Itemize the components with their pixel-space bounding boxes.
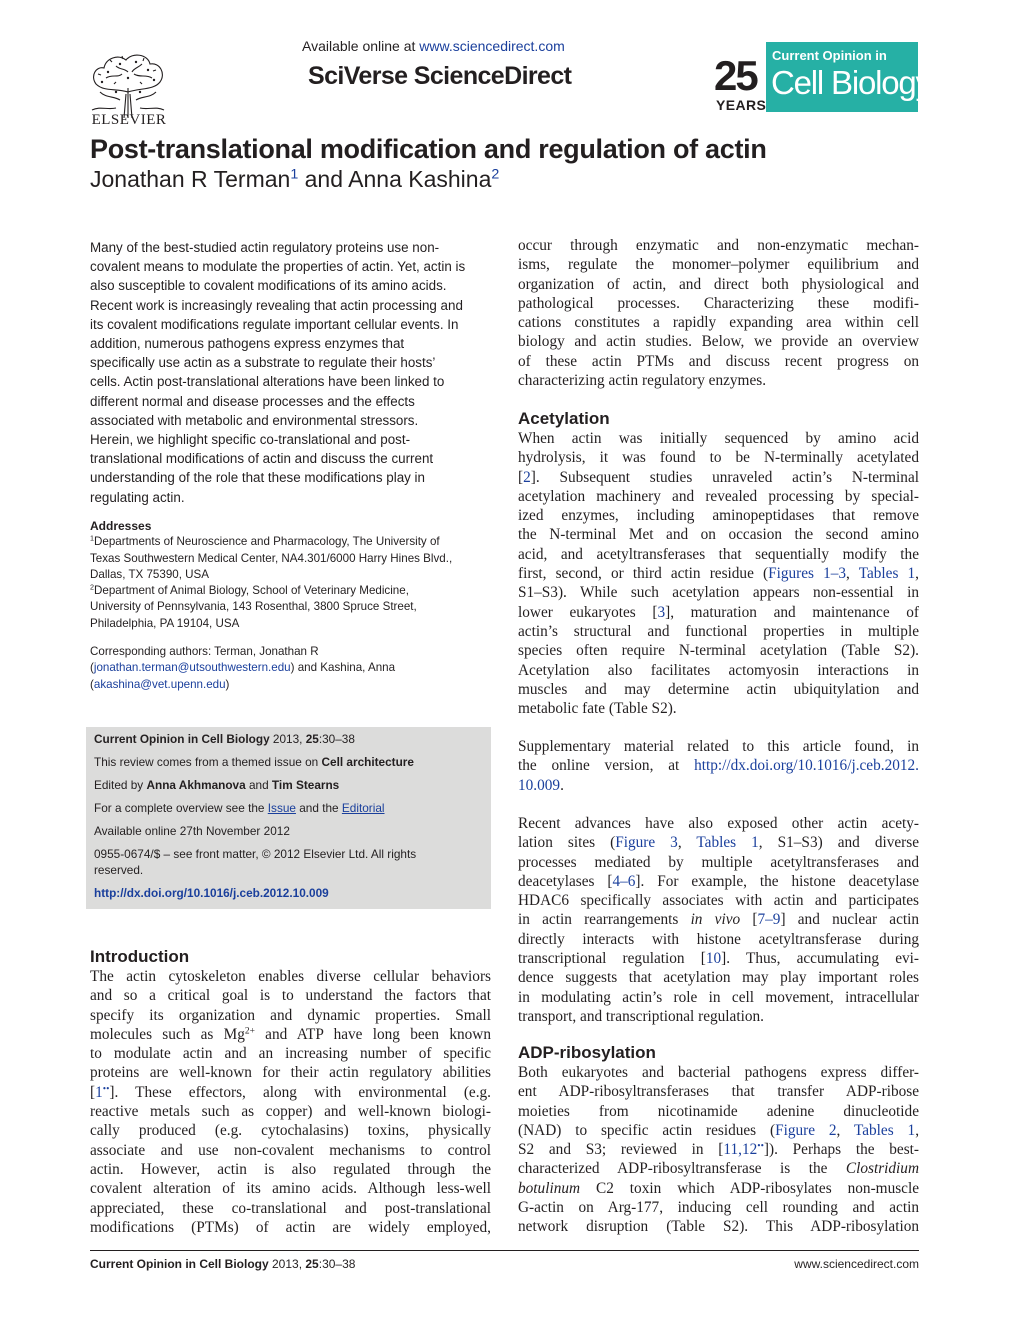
citation-volume: 25	[305, 732, 319, 746]
issue-link[interactable]: Issue	[267, 801, 296, 815]
abstract-line: covalent means to modulate the properties of actin. Yet, actin is	[90, 259, 466, 275]
body-line: Both eukaryotes and bacterial pathogens express differ-	[518, 1064, 919, 1081]
section-heading-adp-ribosylation: ADP-ribosylation	[518, 1043, 656, 1062]
footer-year: 2013,	[268, 1257, 306, 1271]
body-line: muscles and may determine actin ubiquitylation and	[518, 680, 919, 698]
body-line: associate and use non-covalent mechanisms to control	[90, 1141, 491, 1159]
body-line: moieties from nicotinamide adenine dinucleotide	[518, 1102, 919, 1120]
abstract-line: its covalent modifications regulate important cellular events. In	[90, 316, 459, 332]
editors-label: Edited by	[94, 778, 147, 792]
body-line: isms, regulate the monomer–polymer equilibrium and	[518, 256, 919, 274]
journal-name-box	[766, 42, 931, 112]
body-line: [1••]. These effectors, along with environmental (e.g.	[90, 1083, 491, 1101]
themed-issue-name: Cell architecture	[321, 755, 414, 769]
body-line: (NAD) to specific actin residues (Figure 2, Tables 1,	[518, 1121, 919, 1139]
citation-link[interactable]: 1••	[95, 1083, 110, 1101]
corresponding-line	[90, 677, 491, 693]
address-1-line	[90, 534, 491, 550]
body-line: cally produced (e.g. cytochalasins) toxins, physically	[90, 1122, 491, 1140]
body-line: The actin cytoskeleton enables diverse cellular behaviors	[90, 968, 491, 985]
footer-divider	[90, 1250, 919, 1251]
section-heading-introduction: Introduction	[90, 947, 190, 966]
footer-volume: 25	[305, 1257, 319, 1271]
body-line: of these actin PTMs and discuss recent progress on	[518, 352, 919, 370]
anniversary-box	[712, 54, 768, 112]
body-line: When actin was initially sequenced by amino acid	[518, 430, 919, 447]
supplementary-link[interactable]: http://dx.doi.org/10.1016/j.ceb.2012.	[694, 757, 919, 775]
address-2-line	[90, 583, 491, 599]
body-line: G-actin on Arg-177, inducing cell rounding and actin	[518, 1199, 919, 1217]
overview-conjunction: and the	[295, 801, 342, 815]
section-heading-acetylation: Acetylation	[518, 409, 610, 428]
body-line: modifications (PTMs) of actin are widely employed,	[90, 1218, 491, 1236]
author-1-affiliation[interactable]: 1	[290, 166, 299, 183]
body-line: acetylation machinery and revealed processing by special-	[518, 487, 919, 505]
body-line: to modulate actin and an increasing number of specific	[90, 1045, 491, 1063]
article-title: Post-translational modification and regulation of actin	[90, 134, 767, 164]
abstract-line: Herein, we highlight specific co-translational and post-	[90, 432, 411, 448]
abstract-line: addition, numerous pathogens express enzymes that	[90, 336, 405, 352]
body-line: ized enzymes, including aminopeptidases that remove	[518, 507, 919, 525]
available-online-line	[302, 38, 565, 54]
citation-link[interactable]: 7–9	[757, 911, 781, 929]
journal-name-line2: Cell Biology	[771, 64, 931, 101]
journal-name-line1: Current Opinion in	[772, 48, 887, 63]
body-line: 10.009.	[518, 776, 564, 794]
table-link[interactable]: Tables 1	[858, 565, 916, 583]
address-2-line: Philadelphia, PA 19104, USA	[90, 616, 240, 630]
email-link-terman[interactable]: jonathan.terman@utsouthwestern.edu	[93, 661, 291, 675]
supplementary-link[interactable]: 10.009	[518, 776, 561, 794]
editors-line	[94, 777, 491, 793]
body-line: hydrolysis, it was found to be N-terminally acetylated	[518, 449, 919, 467]
sciencedirect-link[interactable]: www.sciencedirect.com	[419, 38, 565, 54]
article-info-box	[86, 727, 491, 909]
acetylation-body	[518, 429, 919, 718]
body-line: in actin rearrangements in vivo [7–9] and nuclear actin	[518, 911, 919, 929]
journal-name: Current Opinion in Cell Biology	[94, 732, 270, 746]
footer-pages: :30–38	[318, 1257, 356, 1271]
table-link[interactable]: Tables 1	[853, 1121, 916, 1139]
body-line: molecules such as $Mg^{2+}$ and ATP have long been known	[90, 1025, 491, 1043]
abstract-line: specifically use actin as a substrate to regulate their hosts’	[90, 355, 436, 371]
overview-label: For a complete overview see the	[94, 801, 268, 815]
copyright-line: reserved.	[94, 863, 144, 877]
acetylation-body-continued	[518, 814, 919, 1026]
figure-link[interactable]: Figure 3	[615, 834, 678, 852]
body-line: dence suggests that acetylation may play important roles	[518, 969, 919, 987]
abstract-line: translational modifications of actin and discuss the current	[90, 451, 434, 467]
body-line: directly interacts with histone acetyltransferase during	[518, 930, 919, 948]
abstract-line: Recent work is increasingly revealing that actin processing and	[90, 297, 463, 313]
address-1-line: Dallas, TX 75390, USA	[90, 567, 210, 581]
body-line: ent ADP-ribosyltransferases that transfer ADP-ribose	[518, 1083, 919, 1101]
abstract-line: regulating actin.	[90, 489, 185, 505]
author-2: Anna Kashina	[348, 166, 492, 192]
citation-link[interactable]: 10	[705, 950, 722, 968]
themed-issue-line	[94, 754, 491, 770]
body-line: network disruption (Table S2). This ADP-ribosylation	[518, 1218, 919, 1236]
body-line: Recent advances have also exposed other actin acety-	[518, 815, 919, 832]
body-line: HDAC6 specifically associates with actin and participates	[518, 892, 919, 910]
editor-2: Tim Stearns	[271, 778, 340, 792]
body-line: Supplementary material related to this article found, in	[518, 738, 919, 755]
paren: )	[225, 677, 230, 691]
available-online-date: Available online 27th November 2012	[94, 824, 290, 838]
body-line: actin. However, actin is also regulated through the	[90, 1160, 491, 1178]
doi-link[interactable]: http://dx.doi.org/10.1016/j.ceb.2012.10.009	[94, 886, 329, 900]
body-line: covalent alteration of its amino acids. Although less-well	[90, 1180, 491, 1198]
body-line: metabolic fate (Table S2).	[518, 700, 677, 718]
body-line: and so a critical goal is to understand the factors that	[90, 987, 491, 1005]
body-line: [2]. Subsequent studies unraveled actin’s N-terminal	[518, 468, 919, 486]
journal-badge	[712, 42, 931, 113]
figure-link[interactable]: Figure 2	[775, 1121, 837, 1139]
body-line: transcriptional regulation [10]. Thus, accumulating evi-	[518, 950, 919, 968]
body-line: specify its organization and dynamic properties. Small	[90, 1006, 491, 1024]
introduction-body	[90, 967, 491, 1237]
themed-issue-label: This review comes from a themed issue on	[94, 755, 322, 769]
author-2-affiliation[interactable]: 2	[491, 166, 500, 183]
figure-link[interactable]: Figures 1–3	[768, 565, 847, 583]
abstract-line: cells. Actin post-translational alterations have been linked to	[90, 374, 445, 390]
editor-conjunction: and	[245, 778, 272, 792]
body-line: actin’s structural and functional properties in multiple	[518, 622, 919, 640]
body-line: biology and actin studies. Below, we provide an overview	[518, 333, 919, 351]
address-1-line: Texas Southwestern Medical Center, NA4.301/6000 Harry Hines Blvd.,	[90, 551, 453, 565]
footer-url[interactable]: www.sciencedirect.com	[794, 1257, 919, 1271]
footer-citation	[90, 1257, 355, 1271]
corresponding-line	[90, 660, 491, 676]
address-1-text: Departments of Neuroscience and Pharmacology, The University of	[94, 535, 440, 549]
table-link[interactable]: Tables 1	[696, 834, 759, 852]
citation-link[interactable]: 3	[657, 603, 666, 621]
publisher-name: ELSEVIER	[91, 112, 167, 128]
copyright-line: 0955-0674/$ – see front matter, © 2012 Elsevier Ltd. All rights	[94, 847, 417, 861]
anniversary-number: 25	[714, 52, 757, 99]
body-line: the N-terminal Met and on occasion the second amino	[518, 526, 919, 544]
citation-pages: :30–38	[318, 732, 355, 746]
abstract-line: also susceptible to covalent modifications of its amino acids.	[90, 278, 447, 294]
corresponding-text: ) and Kashina, Anna	[290, 661, 396, 675]
body-line: transport, and transcriptional regulation.	[518, 1007, 764, 1025]
body-line: lower eukaryotes [3], maturation and maintenance of	[518, 603, 919, 621]
author-1: Jonathan R Terman	[90, 166, 291, 192]
body-line: in modulating actin’s role in cell movement, intracellular	[518, 988, 919, 1006]
citation-line	[94, 731, 491, 747]
abstract-line: Many of the best-studied actin regulatory proteins use non-	[90, 240, 440, 255]
body-line: occur through enzymatic and non-enzymatic mechan-	[518, 237, 919, 254]
address-1-number: 1	[90, 533, 94, 543]
abstract-line: understanding of the role that these modifications play in	[90, 470, 425, 486]
body-line: lation sites (Figure 3, Tables 1, S1–S3) and diverse	[518, 834, 919, 852]
abstract-line: associated with metabolic and environmental stressors.	[90, 412, 419, 428]
citation-link[interactable]: 11,12••	[723, 1141, 764, 1159]
body-line: appreciated, these co-translational and post-translational	[90, 1199, 491, 1217]
corresponding-authors	[90, 644, 491, 693]
available-online-label: Available online at	[302, 38, 420, 54]
overview-line	[94, 800, 491, 816]
body-line: processes mediated by multiple acetyltransferases and	[518, 853, 919, 871]
adp-ribosylation-body	[518, 1063, 919, 1237]
body-line: the online version, at http://dx.doi.org/10.1016/j.ceb.2012.	[518, 757, 919, 775]
citation-year: 2013,	[269, 732, 306, 746]
address-2-text: Department of Animal Biology, School of Veterinary Medicine,	[94, 584, 409, 598]
footer-journal: Current Opinion in Cell Biology	[90, 1257, 269, 1271]
citation-link[interactable]: 2	[523, 468, 531, 486]
body-line: Acetylation also facilitates actomyosin interactions in	[518, 661, 919, 679]
paren: (	[90, 677, 94, 691]
body-line: S1–S3). While such acetylation appears non-essential in	[518, 584, 919, 602]
body-line: cations constitutes a rapidly expanding area within cell	[518, 314, 919, 332]
body-line: species often require N-terminal acetylation (Table S2).	[518, 642, 919, 660]
author-conjunction: and	[298, 166, 349, 192]
address-2-number: 2	[90, 582, 94, 592]
editorial-link[interactable]: Editorial	[341, 801, 385, 815]
abstract-line: different normal and disease processes and the effects	[90, 393, 415, 409]
address-2-line: University of Pennsylvania, 143 Rosenthal, 3800 Spruce Street,	[90, 600, 417, 614]
body-line: acid, and acetyltransferases that sequentially modify the	[518, 545, 919, 563]
body-line: pathological processes. Characterizing these modifi-	[518, 294, 919, 312]
editor-1: Anna Akhmanova	[146, 778, 246, 792]
body-line: characterizing actin regulatory enzymes.	[518, 372, 767, 390]
author-line	[90, 166, 499, 193]
abstract	[90, 238, 491, 507]
introduction-continued	[518, 236, 919, 390]
body-line: reactive metals such as copper) and well-known biologi-	[90, 1103, 491, 1121]
body-line: organization of actin, and direct both physiological and	[518, 275, 919, 293]
addresses	[90, 518, 491, 632]
body-line: botulinum C2 toxin which ADP-ribosylates non-muscle	[518, 1179, 919, 1197]
platform-name: SciVerse ScienceDirect	[308, 62, 572, 90]
body-line: first, second, or third actin residue (Figures 1–3, Tables 1,	[518, 565, 919, 583]
body-line: deacetylases [4–6]. For example, the histone deacetylase	[518, 872, 919, 890]
body-line: proteins are well-known for their actin regulatory abilities	[90, 1064, 491, 1082]
addresses-heading: Addresses	[90, 519, 152, 533]
email-link-kashina[interactable]: akashina@vet.upenn.edu	[93, 677, 226, 691]
anniversary-word: YEARS	[716, 97, 767, 113]
citation-link[interactable]: 4–6	[612, 872, 636, 890]
supplementary-note	[518, 737, 919, 795]
body-line: S2 and S3; reviewed in [11,12••]). Perhaps the best-	[518, 1141, 919, 1159]
corresponding-line: Corresponding authors: Terman, Jonathan R	[90, 645, 319, 658]
body-line: characterized ADP-ribosyltransferase is the Clostridium	[518, 1160, 919, 1178]
paren: (	[90, 661, 94, 675]
